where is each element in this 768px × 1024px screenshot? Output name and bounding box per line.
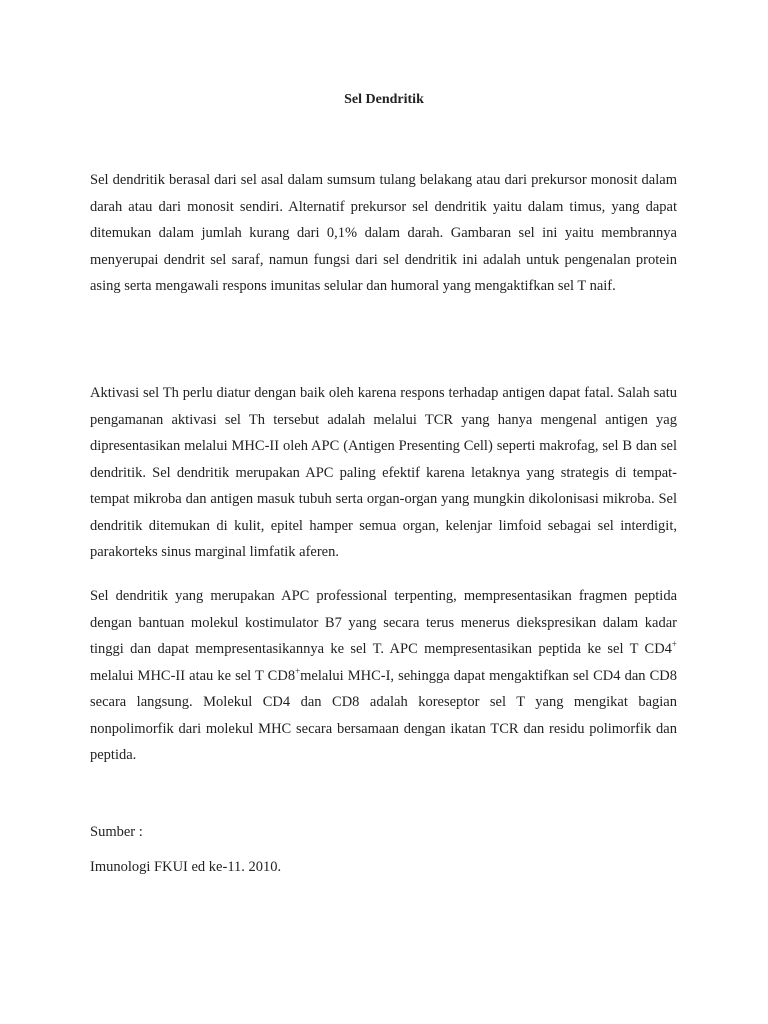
paragraph-3-text-a: Sel dendritik yang merupakan APC professional terpenting, mempresentasikan fragmen peptida dengan bantuan molekul kostimulator B7 yang secara terus menerus diekspresikan dalam kadar tinggi dan dapat mempresentasikannya ke sel T. APC mempresentasikan peptida ke sel T CD4 bbox=[90, 588, 677, 657]
document-title: Sel Dendritik bbox=[344, 92, 424, 107]
paragraph-3-text-c: melalui MHC-I, sehingga dapat mengaktifkan sel CD4 dan CD8 secara langsung. Molekul CD4 dan CD8 adalah koreseptor sel T yang mengikat bagian nonpolimorfik dari molekul MHC secara bersamaan dengan ikatan TCR dan residu polimorfik dan peptida. bbox=[90, 667, 677, 763]
paragraph-2: Aktivasi sel Th perlu diatur dengan baik oleh karena respons terhadap antigen dapat fatal. Salah satu pengamanan aktivasi sel Th tersebut adalah melalui TCR yang hanya mengenal antigen yag dipresentasikan melalui MHC-II oleh APC (Antigen Presenting Cell) seperti makrofag, sel B dan sel dendritik. Sel dendritik merupakan APC paling efektif karena letaknya yang strategis di tempat-tempat mikroba dan antigen masuk tubuh serta organ-organ yang mungkin dikolonisasi mikroba. Sel dendritik ditemukan di kulit, epitel hamper semua organ, kelenjar limfoid sebagai sel interdigit, parakorteks sinus marginal limfatik aferen. bbox=[90, 385, 677, 560]
paragraph-1: Sel dendritik berasal dari sel asal dalam sumsum tulang belakang atau dari prekursor monosit dalam darah atau dari monosit sendiri. Alternatif prekursor sel dendritik yaitu dalam timus, yang dapat ditemukan dalam jumlah kurang dari 0,1% dalam darah. Gambaran sel ini yaitu membrannya menyerupai dendrit sel saraf, namun fungsi dari sel dendritik ini adalah untuk pengenalan protein asing serta mengawali respons imunitas selular dan humoral yang mengaktifkan sel T naif. bbox=[90, 172, 677, 294]
paragraph-3-text-b: melalui MHC-II atau ke sel T CD8 bbox=[90, 667, 296, 684]
source-label: Sumber : bbox=[90, 824, 143, 840]
paragraph-3 bbox=[90, 583, 677, 769]
superscript-plus-1: + bbox=[671, 639, 677, 649]
source-reference: Imunologi FKUI ed ke-11. 2010. bbox=[90, 859, 282, 875]
superscript-plus-2: + bbox=[295, 665, 301, 676]
